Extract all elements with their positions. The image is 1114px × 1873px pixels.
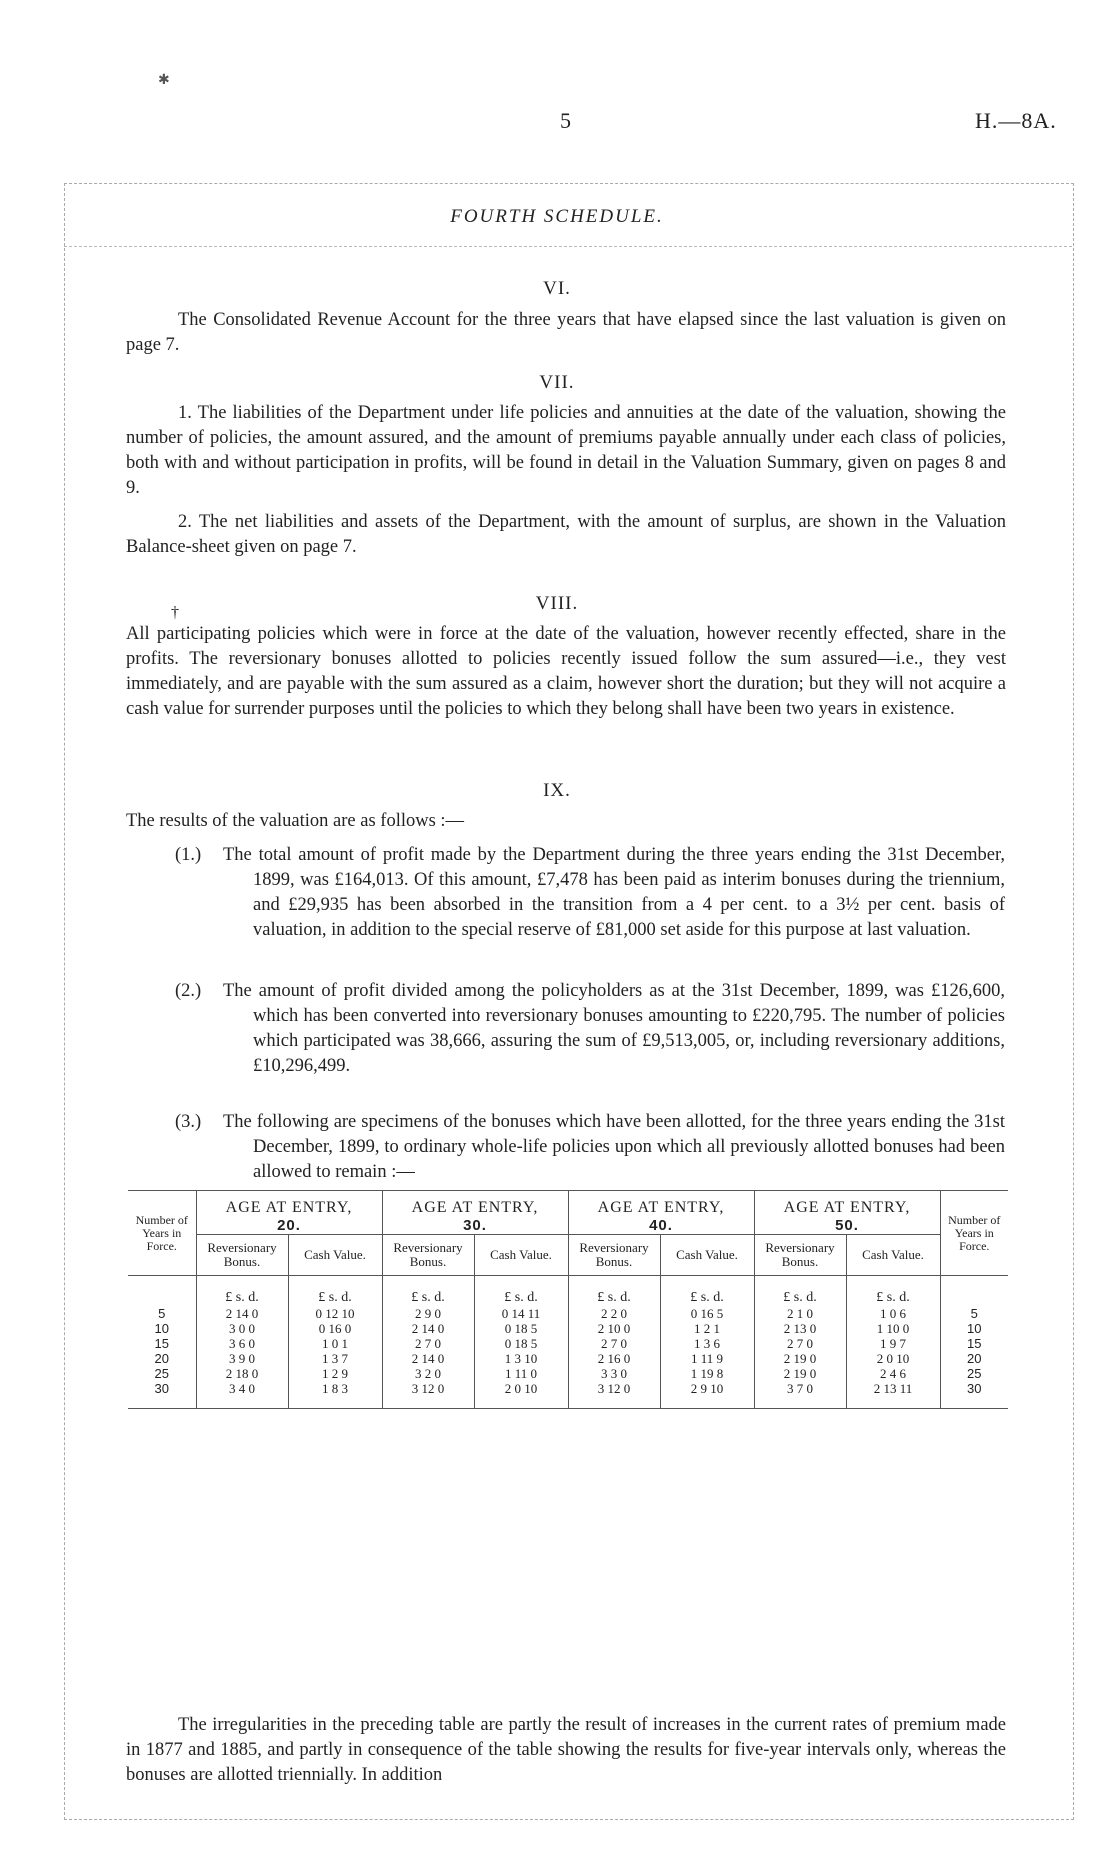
section-heading-vi: VI. bbox=[543, 278, 571, 299]
money-cell: 2 14 0 bbox=[196, 1306, 288, 1321]
section-heading-vii: VII. bbox=[539, 372, 575, 393]
money-cell: 2 16 0 bbox=[568, 1351, 660, 1366]
divider bbox=[64, 246, 1072, 247]
money-cell: 1 11 0 bbox=[474, 1366, 568, 1381]
money-cell: 0 18 5 bbox=[474, 1321, 568, 1336]
age-header: AGE AT ENTRY, 30. bbox=[382, 1191, 568, 1235]
money-cell: 1 9 7 bbox=[846, 1336, 940, 1351]
rev-bonus-header: Reversionary Bonus. bbox=[382, 1235, 474, 1276]
money-cell: 2 1 0 bbox=[754, 1306, 846, 1321]
money-cell: 2 14 0 bbox=[382, 1351, 474, 1366]
money-cell: 2 0 10 bbox=[474, 1381, 568, 1409]
unit-cell: £ s. d. bbox=[568, 1276, 660, 1307]
rev-bonus-header: Reversionary Bonus. bbox=[568, 1235, 660, 1276]
section-vii-para-1: 1. The liabilities of the Department under life policies and annuities at the date of the valuation, showing the number of policies, the amount assured, and the amount of premiums payable annually under each class of policies, both with and without participation in profits, will be found in detail in the Valuation Summary, given on pages 8 and 9. bbox=[126, 403, 1006, 498]
table-row bbox=[128, 1366, 1008, 1381]
years-cell: 20 bbox=[154, 1351, 169, 1366]
money-cell: 1 2 9 bbox=[288, 1366, 382, 1381]
unit-row bbox=[128, 1276, 1008, 1307]
money-cell: 3 9 0 bbox=[196, 1351, 288, 1366]
money-cell: 1 3 6 bbox=[660, 1336, 754, 1351]
result-item-text: The total amount of profit made by the Department during the three years ending the 31st December, 1899, was £164,013. Of this amount, £7,478 has been paid as interim bonuses during the triennium, and £29,935 has been absorbed in the transition from a 4 per cent. to a 3½ per cent. basis of valuation, in addition to the special reserve of £81,000 set aside for this purpose at last valuation. bbox=[223, 845, 1005, 940]
money-cell: 2 0 10 bbox=[846, 1351, 940, 1366]
money-cell: 1 2 1 bbox=[660, 1321, 754, 1336]
money-cell: 2 13 0 bbox=[754, 1321, 846, 1336]
section-heading-ix: IX. bbox=[543, 780, 571, 801]
money-cell: 2 7 0 bbox=[568, 1336, 660, 1351]
years-cell: 5 bbox=[158, 1306, 166, 1321]
unit-cell: £ s. d. bbox=[474, 1276, 568, 1307]
money-cell: 0 18 5 bbox=[474, 1336, 568, 1351]
result-item bbox=[175, 1110, 1005, 1185]
money-cell: 2 19 0 bbox=[754, 1366, 846, 1381]
money-cell: 3 3 0 bbox=[568, 1366, 660, 1381]
table-row bbox=[128, 1321, 1008, 1336]
money-cell: 2 13 11 bbox=[846, 1381, 940, 1409]
money-cell: 3 12 0 bbox=[382, 1381, 474, 1409]
result-item bbox=[175, 979, 1005, 1079]
cash-value-header: Cash Value. bbox=[846, 1235, 940, 1276]
money-cell: 2 9 10 bbox=[660, 1381, 754, 1409]
money-cell: 3 12 0 bbox=[568, 1381, 660, 1409]
rev-bonus-header: Reversionary Bonus. bbox=[754, 1235, 846, 1276]
money-cell: 1 10 0 bbox=[846, 1321, 940, 1336]
years-cell: 5 bbox=[940, 1306, 1008, 1321]
money-cell: 2 10 0 bbox=[568, 1321, 660, 1336]
table-row bbox=[128, 1336, 1008, 1351]
years-cell: 20 bbox=[940, 1351, 1008, 1366]
table-row bbox=[128, 1351, 1008, 1366]
result-item bbox=[175, 843, 1005, 943]
years-cell: 25 bbox=[154, 1366, 169, 1381]
money-cell: 3 2 0 bbox=[382, 1366, 474, 1381]
unit-cell: £ s. d. bbox=[196, 1276, 288, 1307]
bonus-table bbox=[128, 1190, 1008, 1409]
money-cell: 1 3 10 bbox=[474, 1351, 568, 1366]
money-cell: 1 8 3 bbox=[288, 1381, 382, 1409]
money-cell: 3 6 0 bbox=[196, 1336, 288, 1351]
bonus-table-body bbox=[128, 1276, 1008, 1409]
table-row bbox=[128, 1381, 1008, 1409]
money-cell: 0 12 10 bbox=[288, 1306, 382, 1321]
years-cell: 30 bbox=[128, 1381, 196, 1409]
years-cell: 10 bbox=[154, 1321, 169, 1336]
unit-cell: £ s. d. bbox=[660, 1276, 754, 1307]
money-cell: 0 16 0 bbox=[288, 1321, 382, 1336]
money-cell: 3 0 0 bbox=[196, 1321, 288, 1336]
years-cell: 30 bbox=[940, 1381, 1008, 1409]
money-cell: 2 18 0 bbox=[196, 1366, 288, 1381]
unit-cell: £ s. d. bbox=[288, 1276, 382, 1307]
money-cell: 3 4 0 bbox=[196, 1381, 288, 1409]
section-ix-intro: The results of the valuation are as follows :— bbox=[126, 811, 465, 831]
money-cell: 2 9 0 bbox=[382, 1306, 474, 1321]
result-item-number: (1.) bbox=[175, 845, 202, 865]
age-header: AGE AT ENTRY, 40. bbox=[568, 1191, 754, 1235]
section-vii-para-2: 2. The net liabilities and assets of the Department, with the amount of surplus, are shown in the Valuation Balance-sheet given on page 7. bbox=[126, 512, 1006, 557]
rev-bonus-header: Reversionary Bonus. bbox=[196, 1235, 288, 1276]
years-cell: 10 bbox=[940, 1321, 1008, 1336]
cash-value-header: Cash Value. bbox=[660, 1235, 754, 1276]
money-cell: 1 11 9 bbox=[660, 1351, 754, 1366]
age-header: AGE AT ENTRY, 20. bbox=[196, 1191, 382, 1235]
result-item-text: The amount of profit divided among the policyholders as at the 31st December, 1899, was £126,600, which has been converted into reversionary bonuses amounting to £220,795. The number of policies which participated was 38,666, assuring the sum of £9,513,005, or, including reversionary additions, £10,296,499. bbox=[223, 981, 1005, 1076]
years-header-right: Number of Years in Force. bbox=[940, 1191, 1008, 1276]
cash-value-header: Cash Value. bbox=[288, 1235, 382, 1276]
unit-cell: £ s. d. bbox=[382, 1276, 474, 1307]
result-item-text: The following are specimens of the bonuses which have been allotted, for the three years ending the 31st December, 1899, to ordinary whole-life policies upon which all previously allotted bonuses had been allowed to remain :— bbox=[223, 1112, 1005, 1182]
margin-mark: † bbox=[171, 604, 179, 621]
cash-value-header: Cash Value. bbox=[474, 1235, 568, 1276]
spacer-cell bbox=[940, 1276, 1008, 1307]
money-cell: 2 19 0 bbox=[754, 1351, 846, 1366]
result-item-number: (2.) bbox=[175, 981, 202, 1001]
spacer-cell bbox=[128, 1276, 196, 1307]
years-cell: 25 bbox=[940, 1366, 1008, 1381]
unit-cell: £ s. d. bbox=[754, 1276, 846, 1307]
closing-paragraph: The irregularities in the preceding table are partly the result of increases in the current rates of premium made in 1877 and 1885, and partly in consequence of the table showing the results for five-year intervals only, whereas the bonuses are allotted triennially. In addition bbox=[126, 1714, 1006, 1785]
table-row bbox=[128, 1306, 1008, 1321]
years-cell: 15 bbox=[940, 1336, 1008, 1351]
page-number: 5 bbox=[560, 108, 571, 133]
years-header-left: Number of Years in Force. bbox=[128, 1191, 196, 1276]
money-cell: 0 14 11 bbox=[474, 1306, 568, 1321]
money-cell: 1 0 6 bbox=[846, 1306, 940, 1321]
section-vi-text: The Consolidated Revenue Account for the three years that have elapsed since the last valuation is given on page 7. bbox=[126, 310, 1006, 355]
money-cell: 2 7 0 bbox=[754, 1336, 846, 1351]
age-header: AGE AT ENTRY, 50. bbox=[754, 1191, 940, 1235]
money-cell: 2 4 6 bbox=[846, 1366, 940, 1381]
result-item-number: (3.) bbox=[175, 1112, 202, 1132]
money-cell: 3 7 0 bbox=[754, 1381, 846, 1409]
section-viii-text: All participating policies which were in force at the date of the valuation, however recently effected, share in the profits. The reversionary bonuses allotted to policies recently issued follow the sum assured—i.e., they vest immediately, and are payable with the sum assured as a claim, however short the duration; but they will not acquire a cash value for surrender purposes until the policies to which they belong shall have been two years in existence. bbox=[126, 624, 1006, 719]
years-cell: 15 bbox=[154, 1336, 169, 1351]
schedule-title: FOURTH SCHEDULE. bbox=[450, 206, 664, 227]
money-cell: 2 7 0 bbox=[382, 1336, 474, 1351]
unit-cell: £ s. d. bbox=[846, 1276, 940, 1307]
money-cell: 2 14 0 bbox=[382, 1321, 474, 1336]
margin-mark: ✱ bbox=[158, 73, 170, 88]
money-cell: 2 2 0 bbox=[568, 1306, 660, 1321]
money-cell: 1 19 8 bbox=[660, 1366, 754, 1381]
section-heading-viii: VIII. bbox=[535, 593, 579, 614]
money-cell: 1 3 7 bbox=[288, 1351, 382, 1366]
money-cell: 1 0 1 bbox=[288, 1336, 382, 1351]
document-reference: H.—8A. bbox=[975, 108, 1057, 133]
money-cell: 0 16 5 bbox=[660, 1306, 754, 1321]
